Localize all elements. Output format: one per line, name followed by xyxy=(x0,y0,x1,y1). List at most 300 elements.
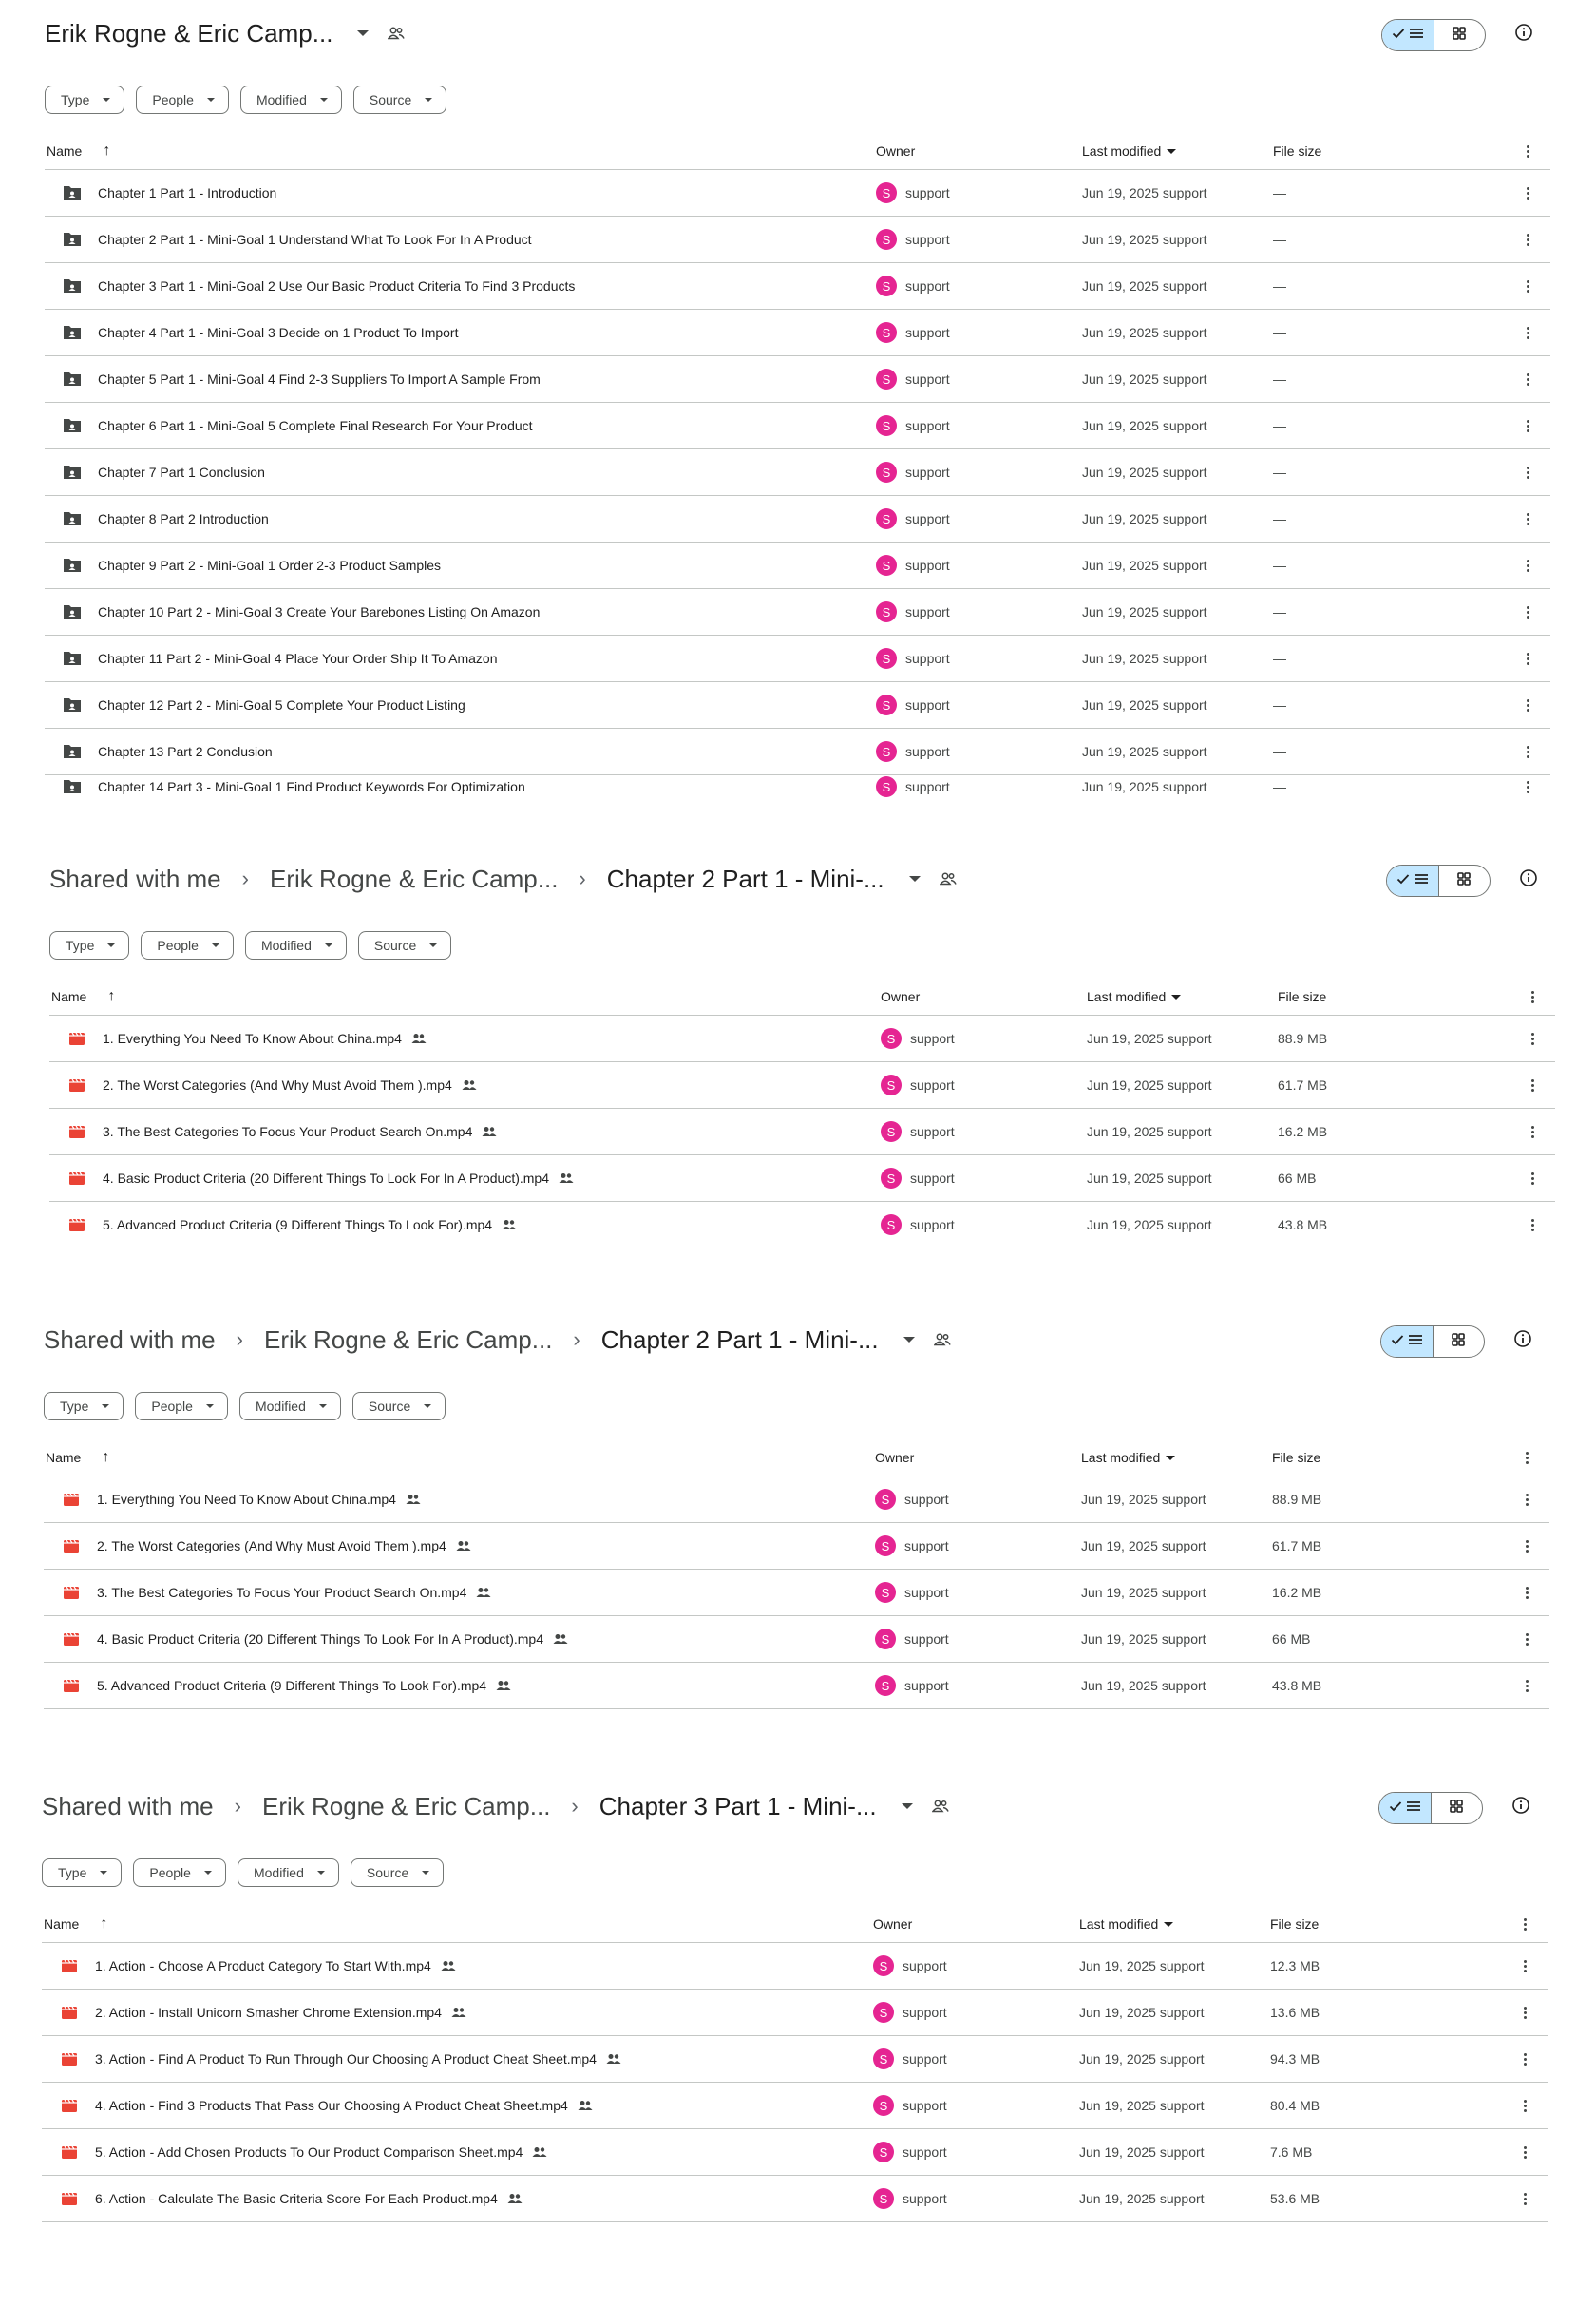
table-row[interactable] xyxy=(42,1943,1548,1990)
owner-cell xyxy=(876,508,950,529)
file-name[interactable]: Chapter 13 Part 2 Conclusion xyxy=(98,744,273,759)
table-row[interactable] xyxy=(45,543,1550,589)
table-row[interactable] xyxy=(45,403,1550,449)
file-name[interactable]: 5. Action - Add Chosen Products To Our Product Comparison Sheet.mp4 xyxy=(95,2144,523,2160)
more-actions-icon[interactable] xyxy=(1519,1587,1534,1599)
row-more-button[interactable] xyxy=(1520,280,1535,293)
grid-view-button[interactable] xyxy=(1434,20,1486,50)
file-size-text: 66 MB xyxy=(1278,1171,1317,1186)
chevron-down-icon xyxy=(107,943,115,947)
grid-view-button[interactable] xyxy=(1439,866,1491,896)
sort-caret-icon xyxy=(1164,1922,1173,1927)
name-cell xyxy=(45,231,532,248)
row-more-button[interactable] xyxy=(1520,234,1535,246)
row-more-button[interactable] xyxy=(1525,1079,1540,1092)
modified-cell xyxy=(1087,1077,1212,1093)
row-more-button[interactable] xyxy=(1520,187,1535,200)
more-actions-icon[interactable] xyxy=(1517,1960,1532,1972)
shared-people-icon xyxy=(934,1333,951,1346)
modified-cell xyxy=(1087,1171,1212,1186)
modified-text: Jun 19, 2025 support xyxy=(1079,2144,1205,2160)
more-actions-icon[interactable] xyxy=(1520,145,1535,158)
more-actions-icon[interactable] xyxy=(1520,606,1535,619)
row-more-button[interactable] xyxy=(1525,1172,1540,1185)
filter-chip-people[interactable] xyxy=(136,86,229,114)
list-view-button[interactable] xyxy=(1382,20,1434,50)
view-toggle xyxy=(1386,865,1491,897)
video-file-icon xyxy=(59,2004,80,2021)
name-column-header[interactable] xyxy=(47,143,110,160)
view-toggle xyxy=(1380,1325,1485,1358)
file-size-text: 61.7 MB xyxy=(1278,1077,1328,1093)
filter-chip-type[interactable] xyxy=(45,86,124,114)
row-more-button[interactable] xyxy=(1520,420,1535,432)
info-button[interactable] xyxy=(1510,1327,1536,1354)
current-folder-title[interactable]: Erik Rogne & Eric Camp... xyxy=(45,18,333,48)
chevron-down-icon xyxy=(425,98,432,102)
owner-cell xyxy=(876,462,950,483)
name-cell xyxy=(49,1216,517,1233)
more-actions-icon[interactable] xyxy=(1519,1633,1534,1646)
filter-chip-type[interactable] xyxy=(49,931,129,960)
grid-view-button[interactable] xyxy=(1434,1326,1485,1357)
modified-cell xyxy=(1082,558,1207,573)
file-size-cell xyxy=(1278,1171,1316,1186)
file-size-cell xyxy=(1273,232,1286,247)
sort-ascending-icon[interactable]: ↑ xyxy=(103,143,111,159)
filter-chip-label: People xyxy=(151,1399,193,1414)
more-actions-icon[interactable] xyxy=(1525,991,1540,1003)
breadcrumb-item[interactable]: Shared with me xyxy=(42,1791,214,1820)
current-folder-title[interactable]: Chapter 3 Part 1 - Mini-... xyxy=(598,1791,877,1820)
owner-cell xyxy=(881,1028,955,1049)
shared-icon xyxy=(441,1960,456,1972)
file-name[interactable]: Chapter 1 Part 1 - Introduction xyxy=(98,185,277,200)
modified-column-header[interactable] xyxy=(1079,1916,1173,1932)
table-row[interactable] xyxy=(44,1476,1549,1523)
header-more-button[interactable] xyxy=(1520,145,1535,158)
table-row[interactable] xyxy=(42,1990,1548,2036)
folder-menu-caret-icon[interactable] xyxy=(357,30,369,36)
chevron-down-icon xyxy=(207,98,215,102)
name-cell xyxy=(42,2004,466,2021)
row-more-button[interactable] xyxy=(1520,781,1535,793)
row-more-button[interactable] xyxy=(1517,1960,1532,1972)
table-row[interactable] xyxy=(49,1062,1555,1109)
drive-panel xyxy=(42,1773,1548,2305)
row-more-button[interactable] xyxy=(1517,2007,1532,2019)
name-column-header[interactable] xyxy=(44,1915,107,1933)
more-actions-icon[interactable] xyxy=(1520,187,1535,200)
chevron-down-icon xyxy=(325,943,332,947)
more-actions-icon[interactable] xyxy=(1525,1033,1540,1045)
file-size-text: — xyxy=(1273,325,1286,340)
more-actions-icon[interactable] xyxy=(1520,467,1535,479)
modified-column-header[interactable] xyxy=(1081,1450,1175,1465)
sort-ascending-icon[interactable]: ↑ xyxy=(100,1915,108,1932)
modified-cell xyxy=(1082,185,1207,200)
file-size-header-label: File size xyxy=(1272,1450,1321,1465)
name-cell xyxy=(45,510,269,527)
filter-chip-type[interactable] xyxy=(42,1858,122,1887)
name-column-header[interactable] xyxy=(51,988,115,1005)
name-header-label: Name xyxy=(51,989,87,1004)
header-more-button[interactable] xyxy=(1517,1918,1532,1931)
file-name[interactable]: 4. Basic Product Criteria (20 Different Things To Look For In A Product).mp4 xyxy=(97,1631,544,1647)
table-row[interactable] xyxy=(45,263,1550,310)
more-actions-icon[interactable] xyxy=(1520,653,1535,665)
more-actions-icon[interactable] xyxy=(1525,1079,1540,1092)
row-more-button[interactable] xyxy=(1519,1540,1534,1553)
sort-ascending-icon[interactable]: ↑ xyxy=(107,988,116,1004)
more-actions-icon[interactable] xyxy=(1520,420,1535,432)
file-size-text: 16.2 MB xyxy=(1272,1585,1322,1600)
file-size-column-header xyxy=(1273,143,1321,159)
table-row[interactable] xyxy=(45,775,1550,798)
file-name[interactable]: 2. The Worst Categories (And Why Must Avoid Them ).mp4 xyxy=(103,1077,452,1093)
name-cell xyxy=(42,1957,456,1974)
current-folder-title[interactable]: Chapter 2 Part 1 - Mini-... xyxy=(606,864,884,893)
owner-cell xyxy=(873,2002,947,2023)
view-toggle xyxy=(1378,1792,1483,1824)
more-actions-icon[interactable] xyxy=(1525,1172,1540,1185)
grid-view-button[interactable] xyxy=(1432,1793,1483,1823)
current-folder-title[interactable]: Chapter 2 Part 1 - Mini-... xyxy=(600,1324,879,1354)
more-actions-icon[interactable] xyxy=(1520,746,1535,758)
folder-menu-caret-icon[interactable] xyxy=(909,876,921,882)
row-more-button[interactable] xyxy=(1520,606,1535,619)
more-actions-icon[interactable] xyxy=(1525,1219,1540,1231)
filter-chip-modified[interactable] xyxy=(245,931,347,960)
breadcrumb-item[interactable]: Shared with me xyxy=(49,864,221,893)
modified-cell xyxy=(1082,651,1207,666)
table-row[interactable] xyxy=(45,682,1550,729)
table-row[interactable] xyxy=(49,1016,1555,1062)
more-actions-icon[interactable] xyxy=(1519,1540,1534,1553)
file-size-text: — xyxy=(1273,418,1286,433)
file-size-cell xyxy=(1270,2051,1320,2067)
file-name[interactable]: 6. Action - Calculate The Basic Criteria Score For Each Product.mp4 xyxy=(95,2191,498,2206)
modified-text: Jun 19, 2025 support xyxy=(1082,558,1207,573)
more-actions-icon[interactable] xyxy=(1517,2100,1532,2112)
row-more-button[interactable] xyxy=(1517,2193,1532,2205)
file-size-column-header xyxy=(1270,1916,1319,1932)
table-row[interactable] xyxy=(45,589,1550,636)
file-name[interactable]: 4. Action - Find 3 Products That Pass Our Choosing A Product Cheat Sheet.mp4 xyxy=(95,2098,568,2113)
row-more-button[interactable] xyxy=(1520,327,1535,339)
breadcrumb-item[interactable]: Erik Rogne & Eric Camp... xyxy=(269,864,559,893)
row-more-button[interactable] xyxy=(1520,513,1535,525)
more-actions-icon[interactable] xyxy=(1520,327,1535,339)
list-view-button[interactable] xyxy=(1381,1326,1434,1357)
filter-chip-people[interactable] xyxy=(141,931,234,960)
filter-chip-source[interactable] xyxy=(351,1858,444,1887)
file-name[interactable]: Chapter 6 Part 1 - Mini-Goal 5 Complete Final Research For Your Product xyxy=(98,418,533,433)
modified-text: Jun 19, 2025 support xyxy=(1081,1538,1206,1553)
table-row[interactable] xyxy=(45,356,1550,403)
row-more-button[interactable] xyxy=(1520,699,1535,712)
modified-header-label: Last modified xyxy=(1087,989,1167,1004)
modified-cell xyxy=(1082,511,1207,526)
name-column-header[interactable] xyxy=(46,1449,109,1466)
shared-folder-icon xyxy=(62,510,83,527)
modified-cell xyxy=(1082,604,1207,619)
shared-folder-icon xyxy=(62,324,83,341)
table-row[interactable] xyxy=(45,496,1550,543)
file-name[interactable]: 5. Advanced Product Criteria (9 Different Things To Look For).mp4 xyxy=(103,1217,493,1232)
row-more-button[interactable] xyxy=(1525,1219,1540,1231)
file-name[interactable]: Chapter 11 Part 2 - Mini-Goal 4 Place Your Order Ship It To Amazon xyxy=(98,651,498,666)
more-actions-icon[interactable] xyxy=(1517,2053,1532,2066)
owner-name: support xyxy=(905,604,950,619)
sort-ascending-icon[interactable]: ↑ xyxy=(102,1449,110,1465)
filter-chips xyxy=(42,1858,444,1887)
row-more-button[interactable] xyxy=(1519,1680,1534,1692)
table-row[interactable] xyxy=(49,1202,1555,1248)
file-name[interactable]: 3. The Best Categories To Focus Your Product Search On.mp4 xyxy=(97,1585,467,1600)
file-name[interactable]: 1. Action - Choose A Product Category To Start With.mp4 xyxy=(95,1958,431,1973)
file-name[interactable]: Chapter 12 Part 2 - Mini-Goal 5 Complete Your Product Listing xyxy=(98,697,466,713)
check-icon xyxy=(1392,27,1405,44)
chevron-right-icon: › xyxy=(236,1327,243,1351)
filter-chip-type[interactable] xyxy=(44,1392,124,1420)
file-size-cell xyxy=(1278,1077,1327,1093)
filter-chip-label: People xyxy=(157,938,199,953)
more-actions-icon[interactable] xyxy=(1517,2193,1532,2205)
row-more-button[interactable] xyxy=(1517,2053,1532,2066)
file-size-text: — xyxy=(1273,697,1286,713)
row-more-button[interactable] xyxy=(1517,2146,1532,2159)
breadcrumb-item[interactable]: Erik Rogne & Eric Camp... xyxy=(263,1324,553,1354)
row-more-button[interactable] xyxy=(1520,560,1535,572)
filter-chip-source[interactable] xyxy=(352,1392,446,1420)
table-row[interactable] xyxy=(44,1570,1549,1616)
breadcrumb xyxy=(49,855,957,903)
file-name[interactable]: Chapter 9 Part 2 - Mini-Goal 1 Order 2-3 Product Samples xyxy=(98,558,442,573)
table-row[interactable] xyxy=(49,1109,1555,1155)
video-file-icon xyxy=(61,1584,82,1601)
info-icon xyxy=(1519,868,1538,892)
modified-cell xyxy=(1081,1631,1206,1647)
file-size-text: 12.3 MB xyxy=(1270,1958,1320,1973)
file-name[interactable]: Chapter 14 Part 3 - Mini-Goal 1 Find Product Keywords For Optimization xyxy=(98,779,525,794)
file-size-text: 61.7 MB xyxy=(1272,1538,1322,1553)
table-row[interactable] xyxy=(45,217,1550,263)
file-name[interactable]: Chapter 7 Part 1 Conclusion xyxy=(98,465,265,480)
table-row[interactable] xyxy=(45,636,1550,682)
filter-chip-source[interactable] xyxy=(353,86,446,114)
file-name[interactable]: 4. Basic Product Criteria (20 Different Things To Look For In A Product).mp4 xyxy=(103,1171,550,1186)
owner-cell xyxy=(876,776,950,797)
filter-chip-source[interactable] xyxy=(358,931,451,960)
file-size-text: 7.6 MB xyxy=(1270,2144,1313,2160)
list-view-button[interactable] xyxy=(1379,1793,1432,1823)
more-actions-icon[interactable] xyxy=(1517,2146,1532,2159)
avatar: S xyxy=(873,2095,894,2116)
modified-cell xyxy=(1082,232,1207,247)
table-row[interactable] xyxy=(44,1523,1549,1570)
table-row[interactable] xyxy=(45,729,1550,775)
modified-column-header[interactable] xyxy=(1082,143,1176,159)
chevron-down-icon xyxy=(204,1871,212,1875)
row-more-button[interactable] xyxy=(1525,1126,1540,1138)
video-file-icon xyxy=(66,1076,87,1094)
header-more-button[interactable] xyxy=(1525,991,1540,1003)
file-name[interactable]: 2. The Worst Categories (And Why Must Avoid Them ).mp4 xyxy=(97,1538,446,1553)
row-more-button[interactable] xyxy=(1520,467,1535,479)
info-button[interactable] xyxy=(1508,1794,1534,1820)
chevron-right-icon: › xyxy=(579,867,586,890)
more-actions-icon[interactable] xyxy=(1517,2007,1532,2019)
filter-chips xyxy=(45,86,446,114)
owner-cell xyxy=(873,1955,947,1976)
table-row[interactable] xyxy=(45,170,1550,217)
more-actions-icon[interactable] xyxy=(1520,513,1535,525)
video-file-icon xyxy=(61,1677,82,1694)
shared-folder-icon xyxy=(62,184,83,201)
table-row[interactable] xyxy=(42,2176,1548,2222)
file-name[interactable]: Chapter 5 Part 1 - Mini-Goal 4 Find 2-3 Suppliers To Import A Sample From xyxy=(98,371,541,387)
info-button[interactable] xyxy=(1510,21,1537,48)
owner-header-label: Owner xyxy=(876,143,916,159)
shared-folder-icon xyxy=(62,557,83,574)
file-name[interactable]: Chapter 2 Part 1 - Mini-Goal 1 Understand What To Look For In A Product xyxy=(98,232,532,247)
grid-icon xyxy=(1456,871,1472,891)
shared-icon xyxy=(507,2193,522,2204)
table-row[interactable] xyxy=(44,1663,1549,1709)
more-actions-icon[interactable] xyxy=(1519,1452,1534,1464)
table-header xyxy=(45,133,1550,170)
row-more-button[interactable] xyxy=(1525,1033,1540,1045)
info-button[interactable] xyxy=(1515,867,1542,893)
more-actions-icon[interactable] xyxy=(1520,280,1535,293)
chevron-right-icon: › xyxy=(571,1794,579,1818)
file-name[interactable]: 3. Action - Find A Product To Run Through Our Choosing A Product Cheat Sheet.mp4 xyxy=(95,2051,597,2067)
modified-text: Jun 19, 2025 support xyxy=(1082,604,1207,619)
row-more-button[interactable] xyxy=(1520,653,1535,665)
modified-cell xyxy=(1087,1217,1212,1232)
more-actions-icon[interactable] xyxy=(1520,560,1535,572)
shared-folder-icon xyxy=(62,696,83,714)
list-view-button[interactable] xyxy=(1387,866,1439,896)
name-cell xyxy=(44,1537,471,1554)
modified-cell xyxy=(1081,1678,1206,1693)
file-size-cell xyxy=(1270,1958,1320,1973)
filter-chip-label: Modified xyxy=(253,1865,304,1880)
file-name[interactable]: Chapter 10 Part 2 - Mini-Goal 3 Create Your Barebones Listing On Amazon xyxy=(98,604,541,619)
row-more-button[interactable] xyxy=(1517,2100,1532,2112)
shared-folder-icon xyxy=(62,231,83,248)
chevron-right-icon: › xyxy=(241,867,249,890)
header-more-button[interactable] xyxy=(1519,1452,1534,1464)
breadcrumb xyxy=(45,10,405,57)
row-more-button[interactable] xyxy=(1519,1633,1534,1646)
name-cell xyxy=(45,650,497,667)
file-name[interactable]: Chapter 3 Part 1 - Mini-Goal 2 Use Our Basic Product Criteria To Find 3 Products xyxy=(98,278,576,294)
table-row[interactable] xyxy=(44,1616,1549,1663)
file-size-cell xyxy=(1273,185,1286,200)
file-size-cell xyxy=(1270,2144,1312,2160)
table-row[interactable] xyxy=(42,2036,1548,2083)
file-name[interactable]: Chapter 8 Part 2 Introduction xyxy=(98,511,269,526)
more-actions-icon[interactable] xyxy=(1520,781,1535,793)
table-row[interactable] xyxy=(49,1155,1555,1202)
row-more-button[interactable] xyxy=(1519,1587,1534,1599)
more-actions-icon[interactable] xyxy=(1520,234,1535,246)
table-row[interactable] xyxy=(45,449,1550,496)
more-actions-icon[interactable] xyxy=(1525,1126,1540,1138)
filter-chip-modified[interactable] xyxy=(239,1392,341,1420)
row-more-button[interactable] xyxy=(1520,746,1535,758)
filter-chip-label: Modified xyxy=(255,1399,306,1414)
owner-cell xyxy=(881,1121,955,1142)
more-actions-icon[interactable] xyxy=(1517,1918,1532,1931)
breadcrumb-item[interactable]: Shared with me xyxy=(44,1324,216,1354)
avatar: S xyxy=(873,2002,894,2023)
table-row[interactable] xyxy=(42,2129,1548,2176)
file-size-cell xyxy=(1270,2191,1320,2206)
breadcrumb-item[interactable]: Erik Rogne & Eric Camp... xyxy=(261,1791,551,1820)
filter-chip-people[interactable] xyxy=(135,1392,228,1420)
file-size-header-label: File size xyxy=(1278,989,1327,1004)
title-bar xyxy=(49,846,1555,912)
table-row[interactable] xyxy=(42,2083,1548,2129)
file-name[interactable]: 5. Advanced Product Criteria (9 Different Things To Look For).mp4 xyxy=(97,1678,487,1693)
row-more-button[interactable] xyxy=(1520,373,1535,386)
filter-chip-modified[interactable] xyxy=(240,86,342,114)
drive-panel xyxy=(45,0,1550,794)
row-more-button[interactable] xyxy=(1519,1494,1534,1506)
modified-text: Jun 19, 2025 support xyxy=(1087,1171,1212,1186)
name-cell xyxy=(42,2097,593,2114)
table-row[interactable] xyxy=(45,310,1550,356)
more-actions-icon[interactable] xyxy=(1520,373,1535,386)
filter-chip-people[interactable] xyxy=(133,1858,226,1887)
name-cell xyxy=(45,324,458,341)
more-actions-icon[interactable] xyxy=(1520,699,1535,712)
file-size-text: 80.4 MB xyxy=(1270,2098,1320,2113)
info-icon xyxy=(1513,1329,1532,1353)
owner-cell xyxy=(876,555,950,576)
video-file-icon xyxy=(61,1537,82,1554)
modified-column-header[interactable] xyxy=(1087,989,1181,1004)
file-name[interactable]: 2. Action - Install Unicorn Smasher Chrome Extension.mp4 xyxy=(95,2005,442,2020)
file-name[interactable]: Chapter 4 Part 1 - Mini-Goal 3 Decide on 1 Product To Import xyxy=(98,325,459,340)
folder-menu-caret-icon[interactable] xyxy=(903,1337,915,1343)
modified-text: Jun 19, 2025 support xyxy=(1082,744,1207,759)
more-actions-icon[interactable] xyxy=(1519,1680,1534,1692)
file-name[interactable]: 1. Everything You Need To Know About China.mp4 xyxy=(103,1031,402,1046)
filter-chip-modified[interactable] xyxy=(238,1858,339,1887)
owner-name: support xyxy=(905,465,950,480)
more-actions-icon[interactable] xyxy=(1519,1494,1534,1506)
file-name[interactable]: 3. The Best Categories To Focus Your Product Search On.mp4 xyxy=(103,1124,473,1139)
file-name[interactable]: 1. Everything You Need To Know About China.mp4 xyxy=(97,1492,396,1507)
owner-name: support xyxy=(910,1217,955,1232)
video-file-icon xyxy=(66,1216,87,1233)
file-size-cell xyxy=(1273,465,1286,480)
sort-caret-icon xyxy=(1171,995,1181,1000)
avatar: S xyxy=(881,1214,902,1235)
shared-icon xyxy=(406,1494,421,1505)
folder-menu-caret-icon[interactable] xyxy=(902,1803,913,1809)
modified-cell xyxy=(1082,744,1207,759)
shared-people-icon xyxy=(388,27,405,40)
file-table xyxy=(44,1439,1549,1709)
modified-text: Jun 19, 2025 support xyxy=(1079,2191,1205,2206)
file-size-text: — xyxy=(1273,232,1286,247)
file-size-text: 53.6 MB xyxy=(1270,2191,1320,2206)
